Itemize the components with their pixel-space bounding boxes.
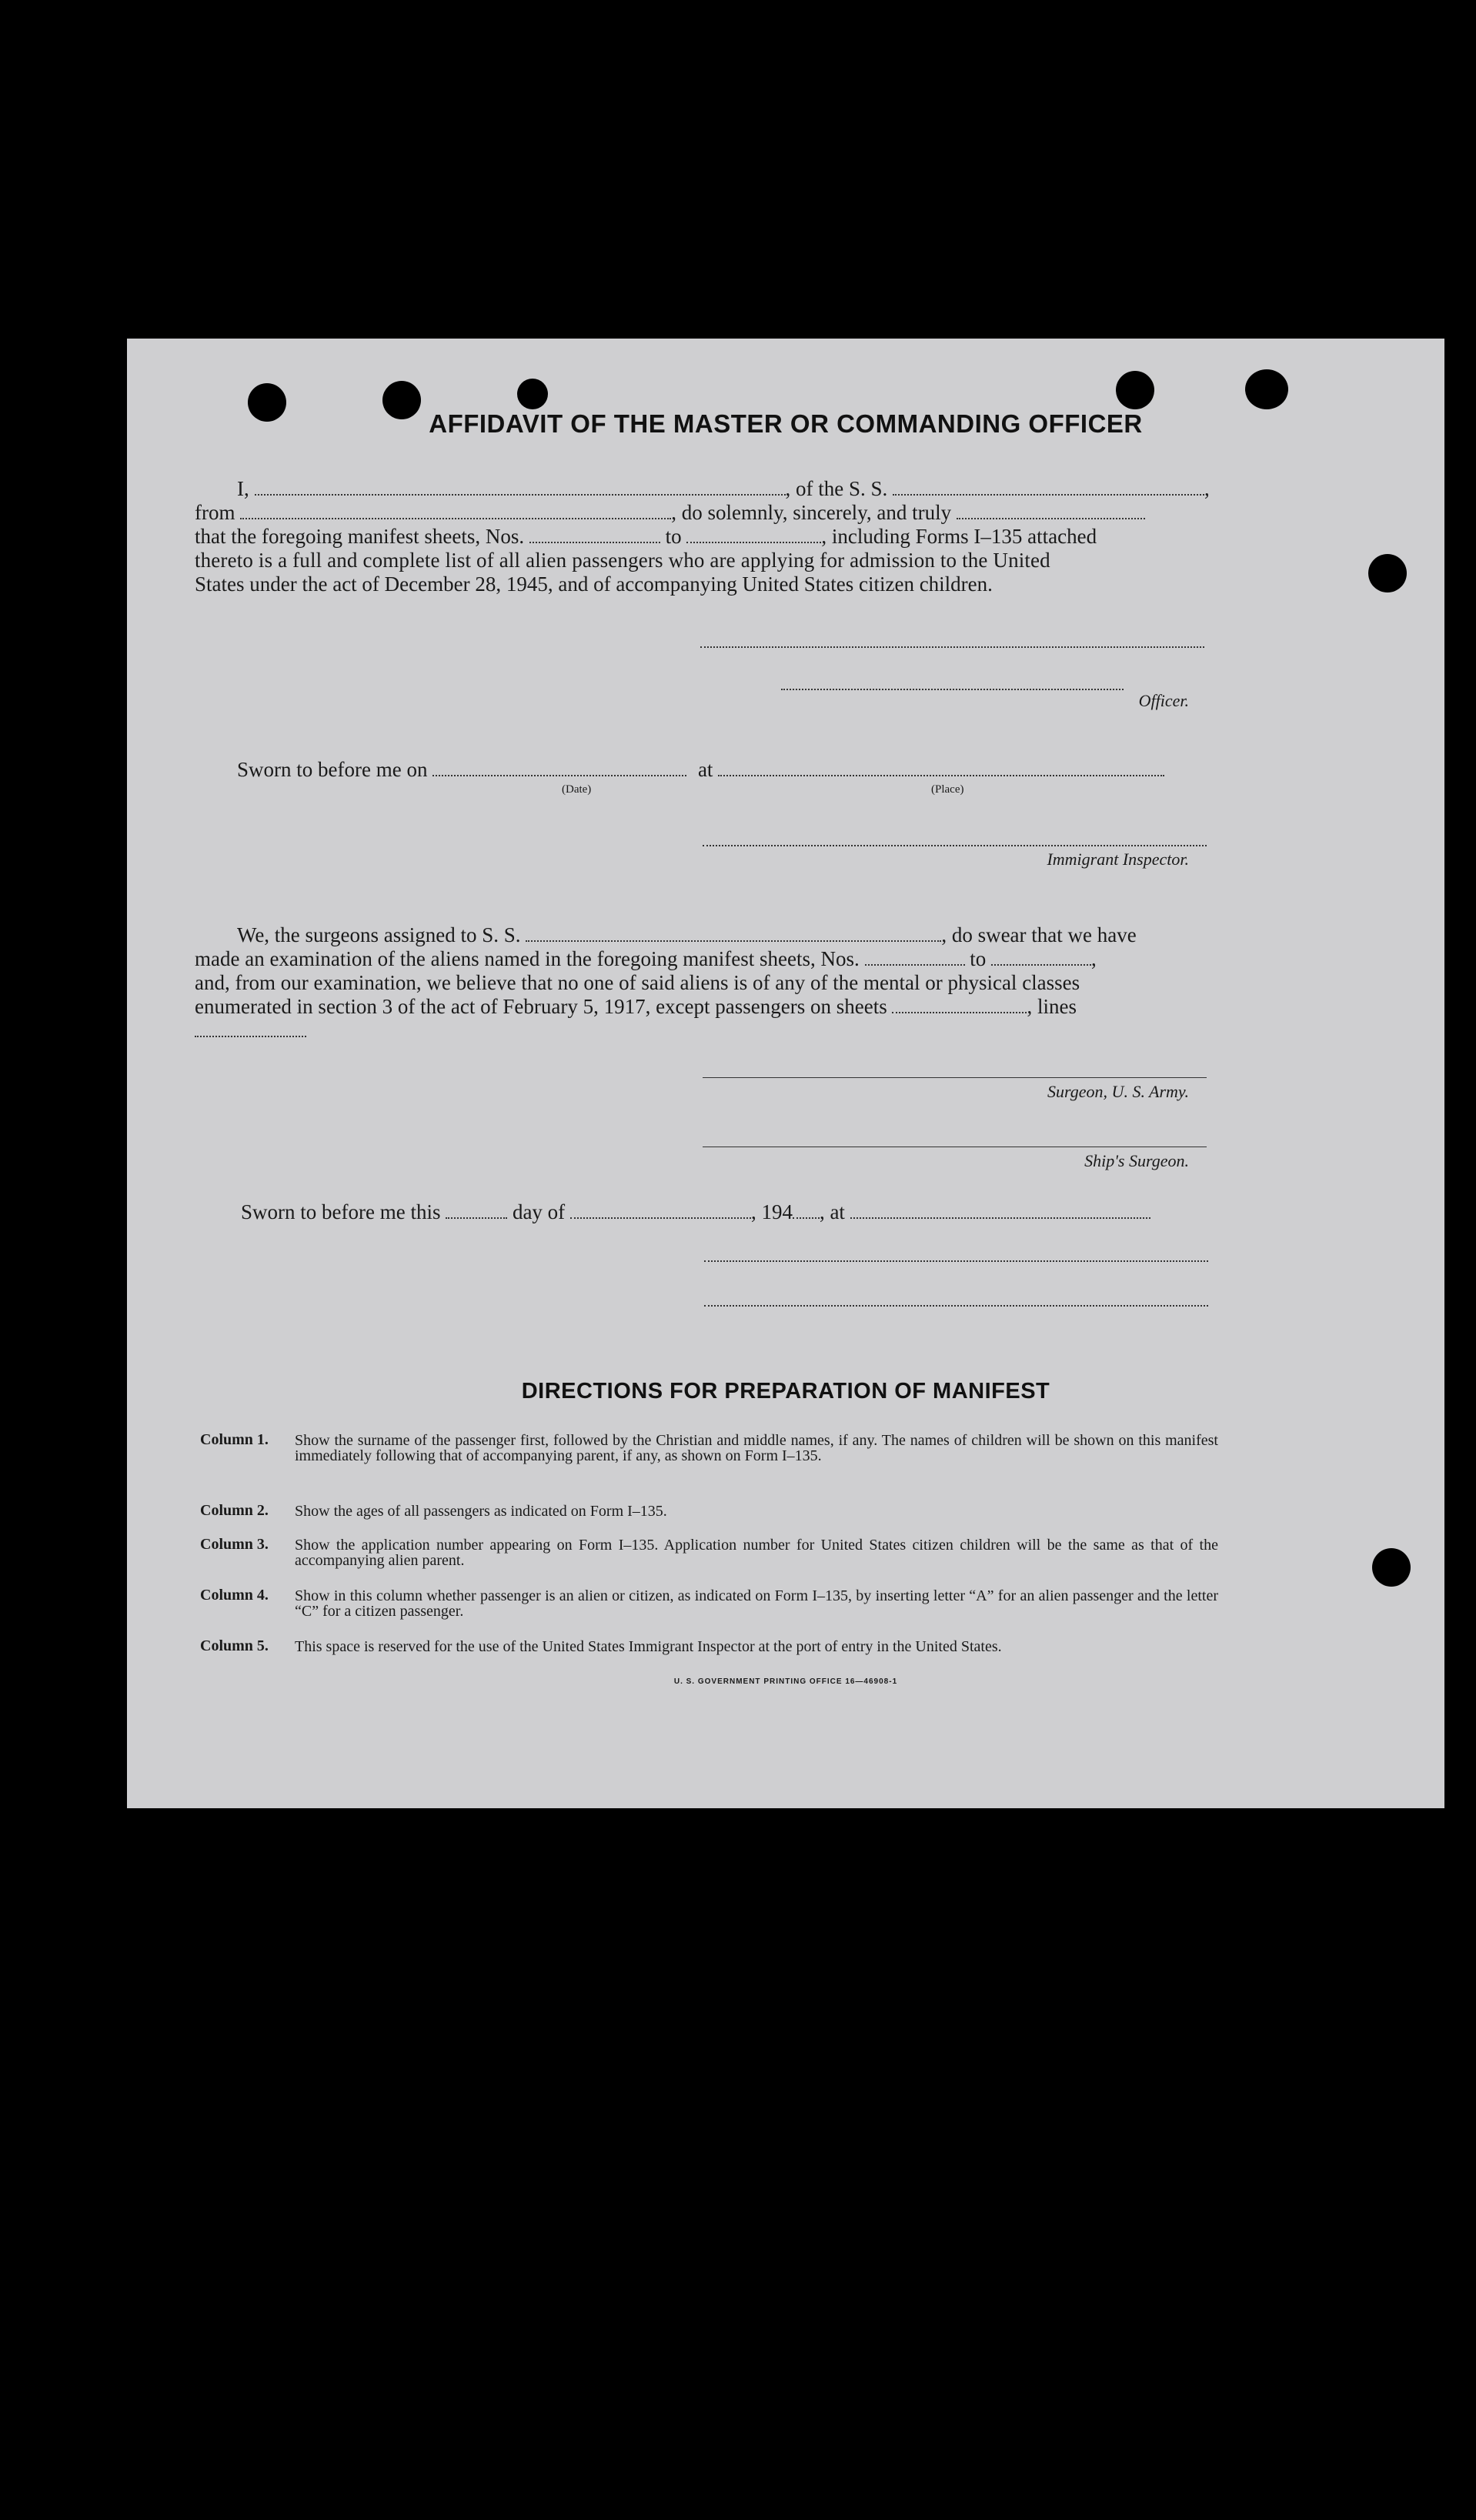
text: , of the S. S. (785, 477, 888, 500)
text: that the foregoing manifest sheets, Nos. (195, 525, 525, 548)
inspector-signature-line[interactable] (703, 845, 1207, 846)
column-label: Column 3. (200, 1536, 269, 1553)
punch-hole (1116, 371, 1154, 409)
text: day of (512, 1200, 566, 1223)
sheets-field[interactable] (892, 996, 1027, 1013)
punch-hole (1372, 1548, 1411, 1587)
column-description: Show in this column whether passenger is an alien or citizen, as indicated on Form I–135, by inserting letter “A” for an alien passenger and the letter “C” for a citizen passenger. (295, 1587, 1218, 1620)
text: Sworn to before me on (237, 758, 428, 781)
sheet-from-field[interactable] (529, 526, 660, 543)
place-field[interactable] (850, 1202, 1150, 1219)
officer-label: Officer. (1138, 691, 1189, 710)
text: , (1204, 477, 1210, 500)
day-field[interactable] (446, 1202, 507, 1219)
year-field[interactable] (793, 1202, 820, 1219)
text: , do solemnly, sincerely, and truly (671, 501, 952, 524)
name-field[interactable] (255, 479, 786, 496)
column-description: Show the surname of the passenger first, followed by the Christian and middle names, if any. The names of children will be shown on this manifest immediately following that of accompanying parent, if any, as shown on Form I–135. (295, 1432, 1218, 1464)
text: , including Forms I–135 attached (821, 525, 1097, 548)
column-label: Column 1. (200, 1431, 269, 1448)
text: , (1091, 947, 1097, 970)
sheet-from-field[interactable] (865, 949, 965, 966)
text: , lines (1027, 995, 1077, 1018)
signature-line[interactable] (700, 646, 1204, 648)
punch-hole (517, 379, 548, 409)
affidavit-paragraph (195, 477, 1211, 596)
directions-title: DIRECTIONS FOR PREPARATION OF MANIFEST (521, 1379, 1050, 1404)
army-surgeon-signature-line[interactable] (703, 1077, 1207, 1078)
signature-line[interactable] (704, 1305, 1208, 1307)
text: , do swear that we have (941, 923, 1137, 946)
form-page (127, 339, 1444, 1808)
sheet-to-field[interactable] (991, 949, 1091, 966)
sworn-statement-2 (195, 1200, 1257, 1224)
text: to (665, 525, 682, 548)
text: States under the act of December 28, 1945, and of accompanying United States citizen children. (195, 572, 993, 596)
column-description: This space is reserved for the use of the United States Immigrant Inspector at the port of entry in the United States. (295, 1638, 1002, 1655)
inspector-label: Immigrant Inspector. (1047, 849, 1189, 869)
column-description: Show the application number appearing on Form I–135. Application number for United States citizen children will be the same as that of the accompanying alien parent. (295, 1537, 1218, 1569)
column-label: Column 5. (200, 1637, 269, 1654)
date-caption: (Date) (562, 783, 592, 796)
place-field[interactable] (718, 759, 1164, 776)
officer-signature-line[interactable] (781, 689, 1124, 690)
text: enumerated in section 3 of the act of February 5, 1917, except passengers on sheets (195, 995, 887, 1018)
column-description: Show the ages of all passengers as indicated on Form I–135. (295, 1503, 667, 1520)
truly-field[interactable] (957, 502, 1145, 519)
text: made an examination of the aliens named in the foregoing manifest sheets, Nos. (195, 947, 860, 970)
place-caption: (Place) (931, 783, 964, 796)
month-field[interactable] (570, 1202, 751, 1219)
from-field[interactable] (240, 502, 671, 519)
printing-office-footer: U. S. GOVERNMENT PRINTING OFFICE 16—46908-1 (673, 1677, 898, 1686)
text: thereto is a full and complete list of all alien passengers who are applying for admission to the United (195, 549, 1050, 572)
column-label: Column 2. (200, 1502, 269, 1519)
text: We, the surgeons assigned to S. S. (237, 923, 521, 946)
army-surgeon-label: Surgeon, U. S. Army. (1047, 1082, 1189, 1101)
sworn-statement (195, 758, 1253, 782)
surgeons-paragraph (195, 923, 1211, 1043)
lines-field[interactable] (195, 1020, 306, 1037)
text: from (195, 501, 235, 524)
column-label: Column 4. (200, 1587, 269, 1604)
affidavit-title: AFFIDAVIT OF THE MASTER OR COMMANDING OFFICER (429, 409, 1143, 438)
ship-surgeon-label: Ship's Surgeon. (1084, 1151, 1189, 1170)
sheet-to-field[interactable] (686, 526, 821, 543)
text: Sworn to before me this (241, 1200, 441, 1223)
punch-hole (1368, 554, 1407, 592)
signature-line[interactable] (704, 1260, 1208, 1262)
text: at (697, 758, 713, 781)
ship-field[interactable] (893, 479, 1204, 496)
text: , at (819, 1200, 845, 1223)
text: I, (237, 477, 249, 500)
ship-field[interactable] (526, 925, 941, 942)
text: and, from our examination, we believe that no one of said aliens is of any of the mental or physical classes (195, 971, 1080, 994)
text: to (970, 947, 987, 970)
punch-hole (1245, 369, 1288, 409)
date-field[interactable] (432, 759, 686, 776)
text: , 194 (750, 1200, 793, 1223)
